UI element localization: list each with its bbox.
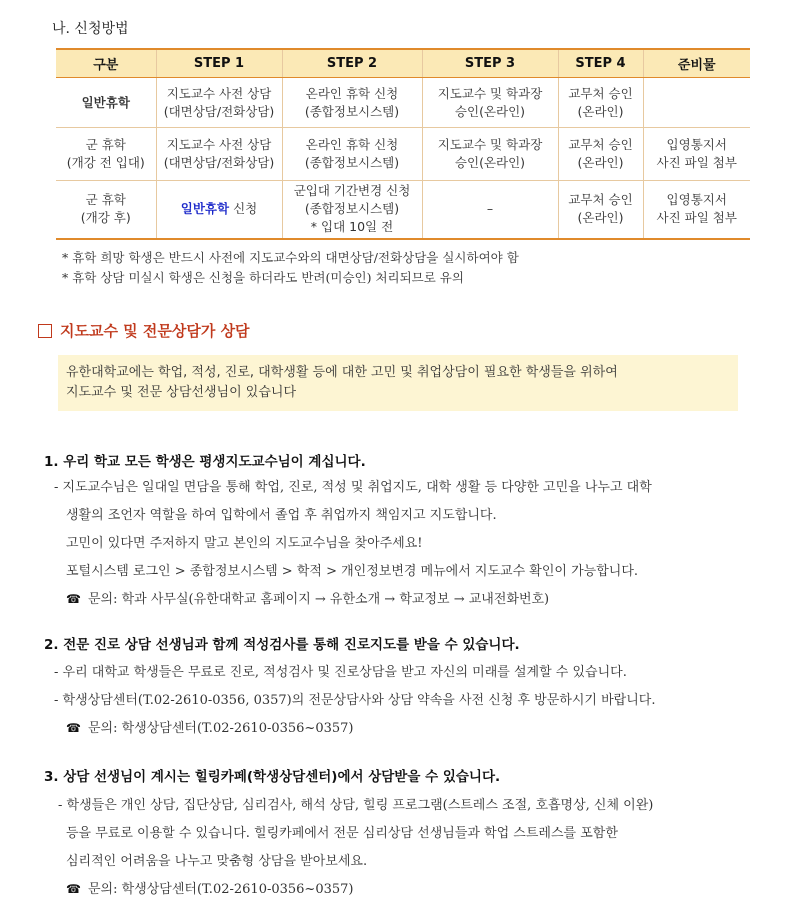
materials-cell: 입영통지서 사진 파일 첨부 bbox=[643, 128, 750, 181]
step3-cell: – bbox=[422, 181, 558, 239]
section1-heading: 1. 우리 학교 모든 학생은 평생지도교수님이 계십니다. bbox=[44, 454, 366, 470]
info-line: 유한대학교에는 학업, 적성, 진로, 대학생활 등에 대한 고민 및 취업상담이 필요한 학생들을 위하여 bbox=[66, 365, 618, 380]
section2-line: - 학생상담센터(T.02-2610-0356, 0357)의 전문상담사와 상담 약속을 사전 신청 후 방문하시기 바랍니다. bbox=[54, 693, 656, 708]
step1-cell: 지도교수 사전 상담 (대면상담/전화상담) bbox=[156, 128, 282, 181]
info-box bbox=[58, 355, 738, 411]
section3-line: 등을 무료로 이용할 수 있습니다. 힐링카페에서 전문 심리상담 선생님들과 학업 스트레스를 포함한 bbox=[66, 826, 618, 841]
subhead: 나. 신청방법 bbox=[52, 21, 129, 37]
table-row bbox=[56, 128, 750, 181]
step1-cell bbox=[156, 181, 282, 239]
notes bbox=[62, 248, 519, 288]
section-title bbox=[38, 320, 250, 341]
step3-cell: 지도교수 및 학과장 승인(온라인) bbox=[422, 128, 558, 181]
step2-cell: 군입대 기간변경 신청 (종합정보시스템) * 입대 10일 전 bbox=[282, 181, 422, 239]
note-line: * 휴학 희망 학생은 반드시 사전에 지도교수와의 대면상담/전화상담을 실시하여야 함 bbox=[62, 250, 519, 265]
section1-line: 생활의 조언자 역할을 하여 입학에서 졸업 후 취업까지 책임지고 지도합니다. bbox=[66, 508, 497, 523]
header-step3: STEP 3 bbox=[422, 49, 558, 78]
phone-icon: ☎ bbox=[66, 592, 81, 606]
header-materials: 준비물 bbox=[643, 49, 750, 78]
highlight-label: 일반휴학 bbox=[180, 201, 230, 217]
category-cell: 군 휴학 (개강 전 입대) bbox=[56, 128, 156, 181]
section1-line: - 지도교수님은 일대일 면담을 통해 학업, 진로, 적성 및 취업지도, 대학 생활 등 다양한 고민을 나누고 대학 bbox=[54, 480, 652, 495]
step4-cell: 교무처 승인 (온라인) bbox=[558, 181, 643, 239]
section3-contact-text: 문의: 학생상담센터(T.02-2610-0356~0357) bbox=[88, 882, 354, 897]
section1-line: 고민이 있다면 주저하지 말고 본인의 지도교수님을 찾아주세요! bbox=[66, 536, 423, 551]
application-steps-table bbox=[56, 48, 750, 240]
header-step1: STEP 1 bbox=[156, 49, 282, 78]
header-category: 구분 bbox=[56, 49, 156, 78]
category-cell: 일반휴학 bbox=[56, 78, 156, 128]
note-line: * 휴학 상담 미실시 학생은 신청을 하더라도 반려(미승인) 처리되므로 유의 bbox=[62, 270, 464, 285]
step4-cell: 교무처 승인 (온라인) bbox=[558, 78, 643, 128]
checkbox-icon bbox=[38, 324, 52, 338]
section2-contact bbox=[66, 717, 353, 736]
section3-contact bbox=[66, 878, 353, 897]
step4-cell: 교무처 승인 (온라인) bbox=[558, 128, 643, 181]
step2-cell: 온라인 휴학 신청 (종합정보시스템) bbox=[282, 128, 422, 181]
section3-line: - 학생들은 개인 상담, 집단상담, 심리검사, 해석 상담, 힐링 프로그램(스트레스 조절, 호흡명상, 신체 이완) bbox=[58, 798, 654, 813]
header-step2: STEP 2 bbox=[282, 49, 422, 78]
category-cell: 군 휴학 (개강 후) bbox=[56, 181, 156, 239]
phone-icon: ☎ bbox=[66, 882, 81, 896]
table-row bbox=[56, 181, 750, 239]
phone-icon: ☎ bbox=[66, 721, 81, 735]
section1-line: 포털시스템 로그인 > 종합정보시스템 > 학적 > 개인정보변경 메뉴에서 지도교수 확인이 가능합니다. bbox=[66, 564, 639, 579]
section2-contact-text: 문의: 학생상담센터(T.02-2610-0356~0357) bbox=[88, 721, 354, 736]
info-line: 지도교수 및 전문 상담선생님이 있습니다 bbox=[66, 385, 297, 400]
section3-line: 심리적인 어려움을 나누고 맞춤형 상담을 받아보세요. bbox=[66, 854, 368, 869]
step1-suffix: 신청 bbox=[233, 201, 258, 217]
step2-cell: 온라인 휴학 신청 (종합정보시스템) bbox=[282, 78, 422, 128]
header-step4: STEP 4 bbox=[558, 49, 643, 78]
section3-heading: 3. 상담 선생님이 계시는 힐링카페(학생상담센터)에서 상담받을 수 있습니다. bbox=[44, 769, 501, 785]
materials-cell: 입영통지서 사진 파일 첨부 bbox=[643, 181, 750, 239]
section2-heading: 2. 전문 진로 상담 선생님과 함께 적성검사를 통해 진로지도를 받을 수 있습니다. bbox=[44, 637, 520, 653]
table-header-row bbox=[56, 49, 750, 78]
section-title-text: 지도교수 및 전문상담가 상담 bbox=[60, 322, 250, 340]
section1-contact-text: 문의: 학과 사무실(유한대학교 홈페이지 → 유한소개 → 학교정보 → 교내전화번호) bbox=[88, 592, 550, 607]
step3-cell: 지도교수 및 학과장 승인(온라인) bbox=[422, 78, 558, 128]
materials-cell bbox=[643, 78, 750, 128]
table-row bbox=[56, 78, 750, 128]
step1-cell: 지도교수 사전 상담 (대면상담/전화상담) bbox=[156, 78, 282, 128]
section2-line: - 우리 대학교 학생들은 무료로 진로, 적성검사 및 진로상담을 받고 자신의 미래를 설계할 수 있습니다. bbox=[54, 665, 627, 680]
section1-contact bbox=[66, 588, 549, 607]
